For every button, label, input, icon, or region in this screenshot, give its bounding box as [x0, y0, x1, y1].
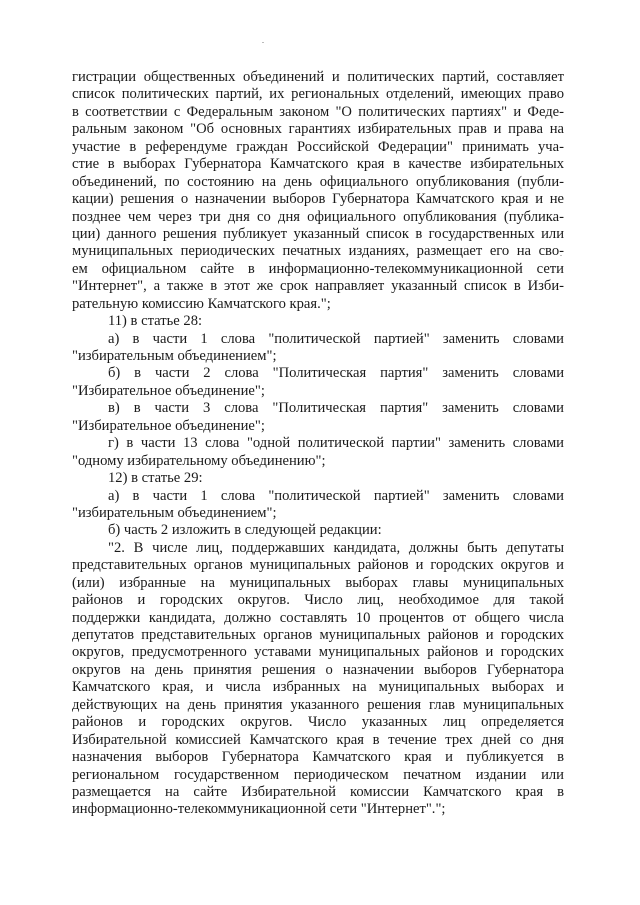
text-line: "избирательным объединением"; [72, 504, 277, 521]
text-line: (или) избранные на муниципальных выборах главы муниципальных [72, 574, 564, 591]
text-line: "одному избирательному объединению"; [72, 452, 326, 469]
text-line: а) в части 1 слова "политической партией" заменить словами [108, 487, 564, 504]
text-line: информационно-телекоммуникационной сети "Интернет"."; [72, 801, 446, 818]
text-line: районов и городских округов. Число лиц, необходимое для такой [72, 592, 564, 609]
text-line: список политических партий, их региональных отделений, имеющих право [72, 86, 564, 103]
text-line: "Избирательное объединение"; [72, 417, 265, 434]
text-line: г) в части 13 слова "одной политической партии" заменить словами [108, 435, 564, 452]
text-line: в соответствии с Федеральным законом "О политических партиях" и Феде- [72, 103, 564, 120]
text-line: б) часть 2 изложить в следующей редакции: [108, 522, 382, 539]
text-line: 12) в статье 29: [108, 470, 203, 487]
text-line: "Избирательное объединение"; [72, 382, 265, 399]
text-line: объединений, по состоянию на день официального опубликования (публи- [72, 173, 564, 190]
text-line: "Интернет", а также в этот же срок направляет указанный список в Изби- [72, 278, 564, 295]
text-line: участие в референдуме граждан Российской Федерации" принимать уча- [72, 138, 564, 155]
text-line: ции) данного решения публикует указанный список в государственных или [72, 225, 564, 242]
text-line: а) в части 1 слова "политической партией" заменить словами [108, 330, 564, 347]
text-line: Камчатского края, и числа избранных на муниципальных выборах и [72, 679, 564, 696]
text-line: назначения выборов Губернатора Камчатского края и публикуется в [72, 749, 564, 766]
text-line: Избирательной комиссией Камчатского края в течение трех дней со дня [72, 731, 564, 748]
text-line: б) в части 2 слова "Политическая партия" заменить словами [108, 365, 564, 382]
text-line: позднее чем через три дня со дня официального опубликования (публика- [72, 208, 564, 225]
scan-speck [262, 42, 264, 43]
text-line: поддержки кандидата, должно составлять 10 процентов от общего числа [72, 609, 564, 626]
text-line: в) в части 3 слова "Политическая партия" заменить словами [108, 400, 564, 417]
text-line: рательную комиссию Камчатского края."; [72, 295, 331, 312]
text-line: размещается на сайте Избирательной комиссии Камчатского края в [72, 783, 564, 800]
document-body [72, 69, 564, 819]
text-line: округов, предусмотренного уставами муниципальных районов и городских [72, 644, 564, 661]
text-line: кации) решения о назначении выборов Губернатора Камчатского края и не [72, 191, 564, 208]
text-line: депутатов представительных органов муниципальных районов и городских [72, 627, 564, 643]
text-line: действующих на день принятия указанного решения глав муниципальных [72, 696, 564, 713]
text-line: представительных органов муниципальных районов и городских округов и [72, 557, 564, 574]
text-line: стие в выборах Губернатора Камчатского края в качестве избирательных [72, 156, 564, 173]
text-line: муниципальных периодических печатных изданиях, размещает его на сво- [72, 243, 564, 260]
text-line: "избирательным объединением"; [72, 348, 277, 364]
text-line: районов и городских округов. Число указанных лиц определяется [72, 714, 564, 731]
text-line: 11) в статье 28: [108, 313, 203, 330]
text-line: округов на день принятия решения о назначении выборов Губернатора [72, 661, 564, 678]
text-line: "2. В числе лиц, поддержавших кандидата, должны быть депутаты [108, 539, 564, 556]
text-line: региональном государственном периодическом печатном издании или [72, 766, 564, 783]
text-line: ральным законом "Об основных гарантиях избирательных прав и права на [72, 121, 564, 138]
text-line: гистрации общественных объединений и политических партий, составляет [72, 69, 564, 85]
text-line: ем официальном сайте в информационно-телекоммуникационной сети [72, 260, 564, 277]
